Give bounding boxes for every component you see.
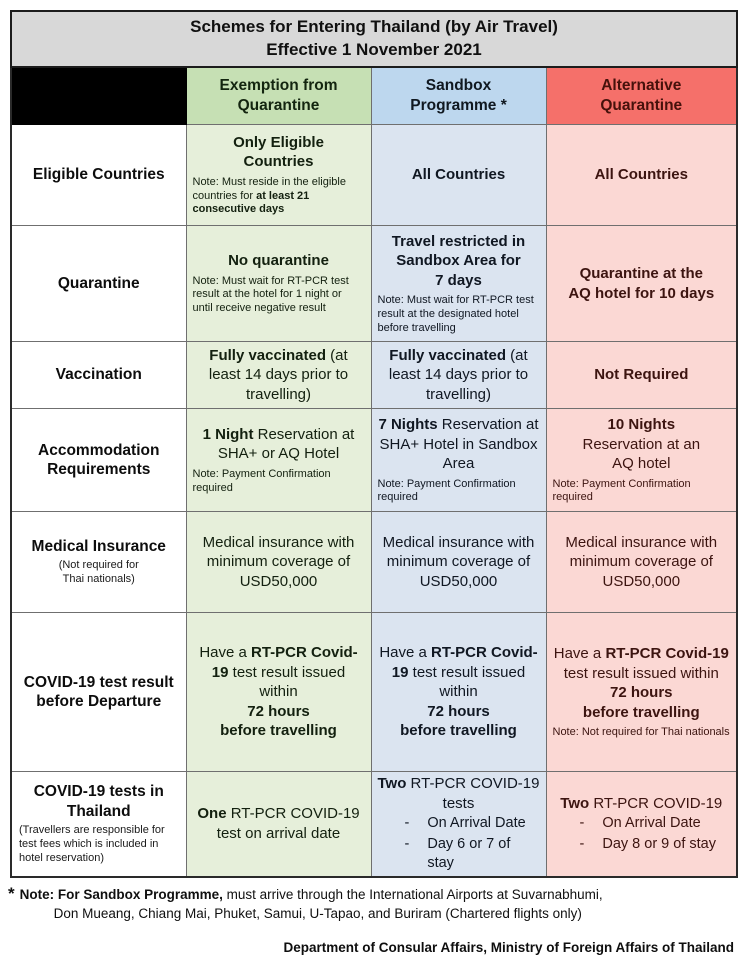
cell-eligible-countries-alternative-quarantine [546, 125, 737, 226]
cell-accommodation-requirements-alternative-quarantine [546, 409, 737, 512]
bullet-item [377, 835, 541, 874]
table-row-vaccination [11, 342, 737, 409]
cell-main-text: 10 Nights Reservation at an AQ hotel [582, 416, 701, 472]
cell-note-text: Note: Payment Confirmation required [552, 477, 691, 504]
row-label-covid-test-before-departure [11, 613, 186, 772]
cell-main-text: Medical insurance with minimum coverage of USD50,000 [382, 533, 535, 590]
row-label-text: COVID-19 test result before Departure [23, 673, 174, 710]
cell-covid-tests-in-thailand-sandbox-programme [371, 772, 546, 877]
cell-medical-insurance-exemption-from-quarantine [186, 512, 371, 613]
bullet-item [552, 835, 732, 855]
footnote-text [20, 885, 603, 924]
row-label-text: COVID-19 tests in Thailand [33, 783, 164, 820]
cell-vaccination-sandbox-programme [371, 342, 546, 409]
cell-main-text: All Countries [594, 166, 688, 184]
cell-eligible-countries-sandbox-programme [371, 125, 546, 226]
row-label-accommodation-requirements [11, 409, 186, 512]
cell-vaccination-exemption-from-quarantine [186, 342, 371, 409]
cell-main-text: Two RT-PCR COVID-19 [560, 794, 723, 812]
cell-main-text: Have a RT-PCR Covid-19 test result issued within 72 hours before travelling [553, 645, 729, 721]
corner-cell [11, 67, 186, 125]
title-line-2: Effective 1 November 2021 [266, 40, 482, 59]
cell-main-text: Medical insurance with minimum coverage of USD50,000 [565, 533, 718, 590]
cell-main-text: Fully vaccinated (at least 14 days prior to travelling) [388, 346, 529, 403]
row-sublabel: (Not required for Thai nationals) [58, 559, 139, 586]
row-sublabel: (Travellers are responsible for test fees which is included in hotel reservation) [19, 824, 165, 864]
bullet-item [377, 814, 541, 834]
title-row [11, 11, 737, 67]
bullet-text: On Arrival Date [427, 815, 526, 831]
bullet-text: Day 6 or 7 of stay [427, 835, 511, 872]
cell-covid-test-before-departure-alternative-quarantine [546, 613, 737, 772]
bullet-dash: - [404, 815, 410, 831]
cell-main-text: Two RT-PCR COVID-19 tests [377, 775, 540, 812]
cell-covid-tests-in-thailand-alternative-quarantine [546, 772, 737, 877]
cell-quarantine-sandbox-programme [371, 226, 546, 342]
cell-covid-tests-in-thailand-exemption-from-quarantine [186, 772, 371, 877]
row-label-medical-insurance [11, 512, 186, 613]
row-label-quarantine [11, 226, 186, 342]
cell-covid-test-before-departure-sandbox-programme [371, 613, 546, 772]
cell-main-text: Medical insurance with minimum coverage of USD50,000 [202, 533, 355, 590]
cell-vaccination-alternative-quarantine [546, 342, 737, 409]
cell-note-text: Note: Payment Confirmation required [192, 467, 331, 494]
row-label-text: Quarantine [57, 274, 140, 292]
row-label-eligible-countries [11, 125, 186, 226]
row-label-text: Accommodation Requirements [38, 441, 160, 478]
table-row-accommodation-requirements [11, 409, 737, 512]
cell-covid-test-before-departure-exemption-from-quarantine [186, 613, 371, 772]
cell-main-text: Have a RT-PCR Covid-19 test result issued within 72 hours before travelling [199, 644, 358, 740]
bullet-text: Day 8 or 9 of stay [602, 835, 716, 852]
row-label-text: Medical Insurance [31, 538, 166, 556]
cell-note-text: Note: Must wait for RT-PCR test result at the designated hotel before travelling [377, 294, 534, 334]
cell-note-text: Note: Must reside in the eligible countries for at least 21 consecutive days [192, 175, 346, 216]
footnote-bold: Note: For Sandbox Programme, [19, 886, 223, 902]
bullet-text: On Arrival Date [602, 815, 701, 832]
cell-quarantine-alternative-quarantine [546, 226, 737, 342]
column-header-exemption-from-quarantine: Exemption from Quarantine [186, 67, 371, 125]
cell-eligible-countries-exemption-from-quarantine [186, 125, 371, 226]
page [0, 10, 746, 970]
row-label-text: Vaccination [55, 366, 142, 384]
row-label-vaccination [11, 342, 186, 409]
table-row-medical-insurance [11, 512, 737, 613]
bullet-item [552, 814, 732, 834]
cell-accommodation-requirements-sandbox-programme [371, 409, 546, 512]
table-row-eligible-countries [11, 125, 737, 226]
table-row-quarantine [11, 226, 737, 342]
cell-note-text: Note: Not required for Thai nationals [552, 726, 730, 739]
cell-main-text: One RT-PCR COVID-19 test on arrival date [197, 805, 360, 842]
cell-main-text: Fully vaccinated (at least 14 days prior to travelling) [208, 346, 349, 403]
row-label-covid-tests-in-thailand [11, 772, 186, 877]
cell-main-text: All Countries [411, 166, 506, 184]
department-signature: Department of Consular Affairs, Ministry of Foreign Affairs of Thailand [283, 939, 734, 955]
column-header-alternative-quarantine: Alternative Quarantine [546, 67, 737, 125]
cell-main-text: Travel restricted in Sandbox Area for 7 days [391, 232, 526, 289]
cell-note-text: Note: Must wait for RT-PCR test result at the hotel for 1 night or until receive negative result [192, 274, 349, 315]
sandbox-footnote [8, 885, 736, 924]
cell-quarantine-exemption-from-quarantine [186, 226, 371, 342]
cell-main-text: Not Required [594, 366, 689, 384]
footnote-line2: Don Mueang, Chiang Mai, Phuket, Samui, U-Tapao, and Buriram (Chartered flights only) [53, 906, 582, 922]
cell-medical-insurance-sandbox-programme [371, 512, 546, 613]
column-header-sandbox-programme: Sandbox Programme * [371, 67, 546, 125]
bullet-dash: - [579, 835, 585, 852]
cell-accommodation-requirements-exemption-from-quarantine [186, 409, 371, 512]
cell-main-text: No quarantine [228, 252, 329, 270]
title-line-1: Schemes for Entering Thailand (by Air Travel) [190, 17, 558, 37]
bullet-dash: - [404, 835, 410, 852]
cell-note-text: Note: Payment Confirmation required [377, 477, 516, 504]
row-label-text: Eligible Countries [32, 166, 165, 184]
column-header-row [11, 67, 737, 125]
table-row-covid-test-before-departure [11, 613, 737, 772]
bullet-dash: - [579, 815, 585, 832]
table-title [11, 11, 737, 67]
cell-main-text: Have a RT-PCR Covid-19 test result issued within 72 hours before travelling [379, 644, 538, 740]
cell-main-text: Only Eligible Countries [233, 133, 324, 171]
cell-main-text: 1 Night Reservation at SHA+ or AQ Hotel [202, 425, 355, 463]
cell-medical-insurance-alternative-quarantine [546, 512, 737, 613]
entry-schemes-table [10, 10, 738, 878]
asterisk-marker: * [8, 883, 15, 903]
cell-main-text: 7 Nights Reservation at SHA+ Hotel in Sandbox Area [378, 416, 539, 472]
cell-main-text: Quarantine at the AQ hotel for 10 days [568, 265, 715, 302]
footnote-rest: must arrive through the International Airports at Suvarnabhumi, [222, 886, 603, 902]
table-row-covid-tests-in-thailand [11, 772, 737, 877]
